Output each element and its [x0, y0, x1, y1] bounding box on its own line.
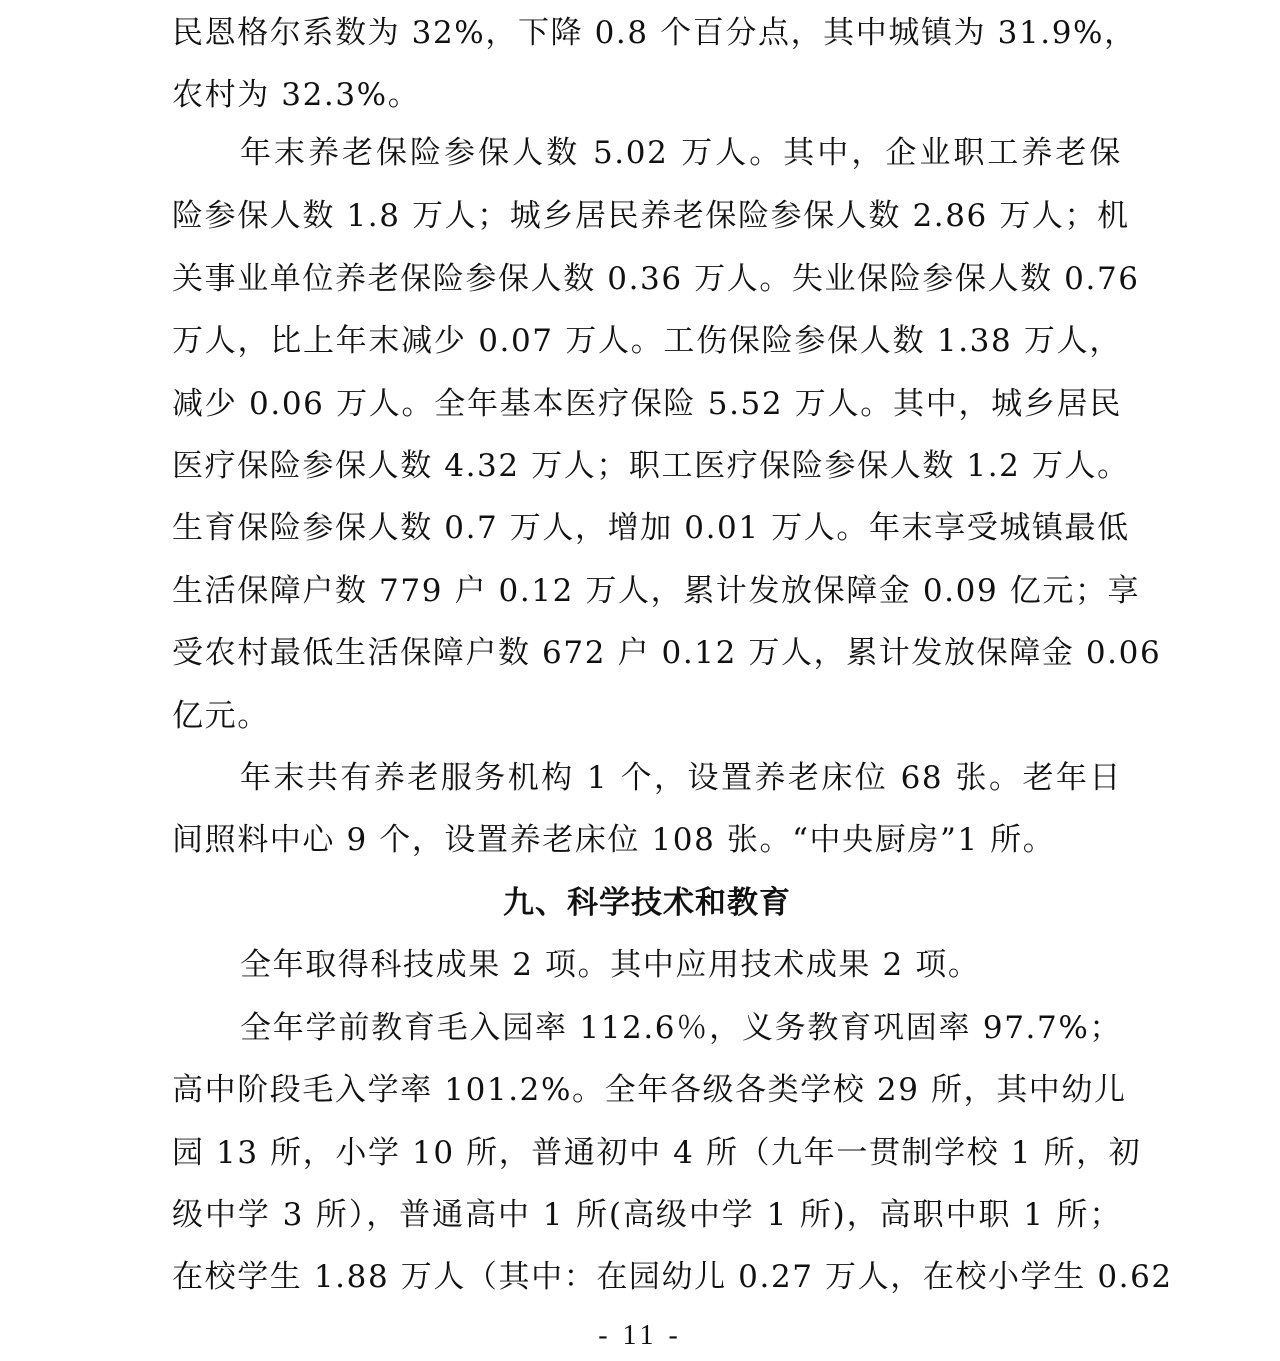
text-line: 关事业单位养老保险参保人数 0.36 万人。失业保险参保人数 0.76	[172, 261, 1140, 297]
text-line: 险参保人数 1.8 万人；城乡居民养老保险参保人数 2.86 万人；机	[172, 198, 1130, 234]
text-line: 年末共有养老服务机构 1 个，设置养老床位 68 张。老年日	[240, 760, 1122, 796]
text-line: 在校学生 1.88 万人（其中：在园幼儿 0.27 万人，在校小学生 0.62	[172, 1259, 1173, 1295]
text-line: 生育保险参保人数 0.7 万人，增加 0.01 万人。年末享受城镇最低	[172, 510, 1130, 546]
text-line: 全年取得科技成果 2 项。其中应用技术成果 2 项。	[240, 947, 981, 983]
text-line: 医疗保险参保人数 4.32 万人；职工医疗保险参保人数 1.2 万人。	[172, 448, 1130, 484]
text-line: 园 13 所，小学 10 所，普通初中 4 所（九年一贯制学校 1 所，初	[172, 1135, 1142, 1171]
page-number: - 11 -	[598, 1320, 682, 1351]
text-line: 年末养老保险参保人数 5.02 万人。其中，企业职工养老保	[240, 135, 1122, 171]
text-line: 间照料中心 9 个，设置养老床位 108 张。“中央厨房”1 所。	[172, 822, 1056, 858]
text-line: 级中学 3 所），普通高中 1 所(高级中学 1 所)，高职中职 1 所；	[172, 1197, 1122, 1233]
text-line: 全年学前教育毛入园率 112.6％，义务教育巩固率 97.7%；	[240, 1010, 1122, 1046]
section-heading: 九、科学技术和教育	[503, 885, 791, 921]
text-line: 万人，比上年末减少 0.07 万人。工伤保险参保人数 1.38 万人，	[172, 323, 1122, 359]
text-line: 民恩格尔系数为 32%，下降 0.8 个百分点，其中城镇为 31.9%，	[172, 15, 1137, 51]
text-line: 生活保障户数 779 户 0.12 万人，累计发放保障金 0.09 亿元；享	[172, 573, 1141, 609]
text-line: 受农村最低生活保障户数 672 户 0.12 万人，累计发放保障金 0.06	[172, 635, 1162, 671]
text-line: 减少 0.06 万人。全年基本医疗保险 5.52 万人。其中，城乡居民	[172, 386, 1122, 422]
text-line: 亿元。	[172, 698, 270, 734]
text-line: 高中阶段毛入学率 101.2%。全年各级各类学校 29 所，其中幼儿	[172, 1072, 1127, 1108]
text-line: 农村为 32.3%。	[172, 77, 421, 113]
